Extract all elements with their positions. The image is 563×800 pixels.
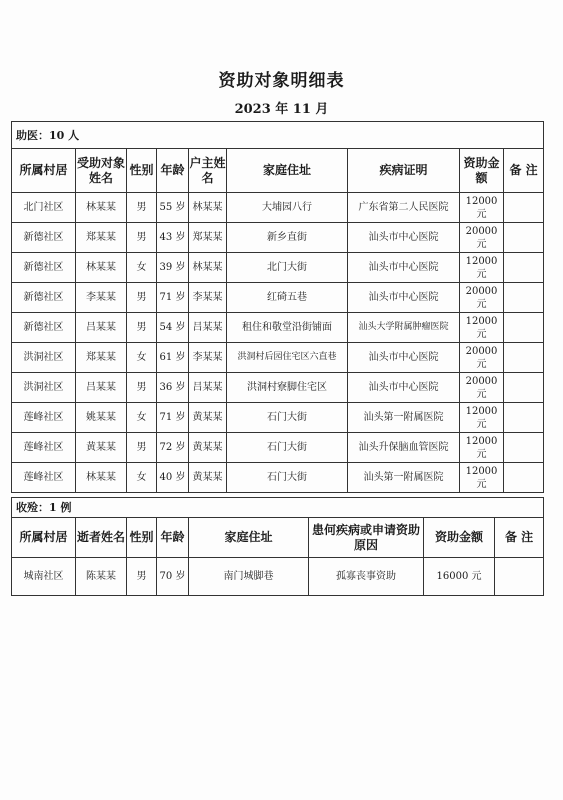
document-title: 资助对象明细表 [218,71,345,91]
table-cell: 城南社区 [12,558,76,596]
table-cell: 吕某某 [76,313,127,343]
table-cell: 新德社区 [12,253,76,283]
aid-header-row [12,149,544,193]
table-cell: 女 [127,253,157,283]
burial-table [11,497,544,596]
header-cell: 疾病证明 [348,149,460,193]
table-cell: 71 岁 [157,403,189,433]
table-cell [495,558,544,596]
table-cell: 39 岁 [157,253,189,283]
table-cell: 54 岁 [157,313,189,343]
table-cell: 莲峰社区 [12,433,76,463]
table-cell: 孤寡丧事资助 [309,558,424,596]
table-cell: 男 [127,373,157,403]
table-cell: 黄某某 [76,433,127,463]
table-row [12,433,544,463]
table-cell: 洪洞社区 [12,373,76,403]
table-cell: 61 岁 [157,343,189,373]
table-cell: 71 岁 [157,283,189,313]
table-cell: 汕头第一附属医院 [348,463,460,493]
header-cell: 家庭住址 [227,149,348,193]
table-row [12,373,544,403]
table-cell: 大埔园八行 [227,193,348,223]
header-cell: 资助金额 [460,149,504,193]
header-cell: 受助对象姓名 [76,149,127,193]
table-cell: 20000 元 [460,283,504,313]
table-cell: 汕头升保脑血管医院 [348,433,460,463]
table-row [12,193,544,223]
table-cell [504,283,544,313]
table-cell [504,343,544,373]
table-row [12,463,544,493]
table-cell: 汕头市中心医院 [348,343,460,373]
header-cell: 患何疾病或申请资助原因 [309,518,424,558]
document-date: 2023 年 11 月 [234,102,329,117]
table-cell: 林某某 [76,193,127,223]
table-cell: 12000 元 [460,253,504,283]
table-cell: 石门大街 [227,433,348,463]
table-cell: 汕头市中心医院 [348,283,460,313]
header-cell: 所属村居 [12,518,76,558]
table-cell: 汕头市中心医院 [348,223,460,253]
table-cell: 吕某某 [189,373,227,403]
table-cell: 石门大街 [227,463,348,493]
table-cell: 吕某某 [189,313,227,343]
table-cell: 新乡直街 [227,223,348,253]
table-row [12,343,544,373]
aid-table [11,121,544,493]
table-cell: 黄某某 [189,403,227,433]
table-cell: 林某某 [76,463,127,493]
table-cell [504,253,544,283]
table-cell: 汕头大学附属肿瘤医院 [348,313,460,343]
table-cell: 林某某 [189,253,227,283]
table-cell: 男 [127,433,157,463]
header-cell: 户主姓名 [189,149,227,193]
table-cell: 男 [127,313,157,343]
table-cell [504,433,544,463]
table-cell: 20000 元 [460,223,504,253]
table-cell: 女 [127,343,157,373]
table-cell [504,403,544,433]
table-cell: 洪洞社区 [12,343,76,373]
table-cell: 16000 元 [424,558,495,596]
table-row [12,253,544,283]
table-cell: 12000 元 [460,433,504,463]
header-cell: 逝者姓名 [76,518,127,558]
table-cell: 43 岁 [157,223,189,253]
table-row [12,283,544,313]
aid-section-label: 助医：10 人 [12,122,544,149]
table-cell: 36 岁 [157,373,189,403]
table-cell: 新德社区 [12,223,76,253]
table-cell: 男 [127,283,157,313]
table-cell: 男 [127,193,157,223]
header-cell: 资助金额 [424,518,495,558]
table-cell: 南门城脚巷 [189,558,309,596]
table-cell: 男 [127,223,157,253]
header-cell: 家庭住址 [189,518,309,558]
table-cell [504,313,544,343]
table-cell: 吕某某 [76,373,127,403]
header-cell: 年龄 [157,518,189,558]
table-cell: 郑某某 [76,223,127,253]
table-cell: 55 岁 [157,193,189,223]
table-cell: 李某某 [189,283,227,313]
table-row [12,558,544,596]
table-row [12,313,544,343]
table-cell: 林某某 [76,253,127,283]
header-cell: 性别 [127,518,157,558]
table-cell: 石门大街 [227,403,348,433]
table-cell: 72 岁 [157,433,189,463]
burial-header-row [12,518,544,558]
header-cell: 备 注 [495,518,544,558]
table-cell: 莲峰社区 [12,463,76,493]
header-cell: 所属村居 [12,149,76,193]
table-cell: 新德社区 [12,283,76,313]
table-row [12,403,544,433]
table-cell: 租住和敬堂沿街铺面 [227,313,348,343]
table-cell: 汕头市中心医院 [348,253,460,283]
table-cell: 洪洞村寮脚住宅区 [227,373,348,403]
header-cell: 备 注 [504,149,544,193]
table-cell: 12000 元 [460,193,504,223]
table-cell: 汕头第一附属医院 [348,403,460,433]
table-cell: 陈某某 [76,558,127,596]
table-cell: 黄某某 [189,433,227,463]
table-cell: 北门社区 [12,193,76,223]
table-cell: 李某某 [189,343,227,373]
table-cell: 12000 元 [460,403,504,433]
table-cell: 郑某某 [76,343,127,373]
table-cell: 汕头市中心医院 [348,373,460,403]
table-cell: 女 [127,463,157,493]
table-cell: 20000 元 [460,343,504,373]
table-cell [504,193,544,223]
table-cell: 洪洞村后园住宅区六直巷 [227,343,348,373]
table-cell: 女 [127,403,157,433]
table-cell [504,463,544,493]
table-cell: 姚某某 [76,403,127,433]
table-cell: 40 岁 [157,463,189,493]
header-cell: 性别 [127,149,157,193]
table-cell: 20000 元 [460,373,504,403]
table-cell: 莲峰社区 [12,403,76,433]
table-row [12,223,544,253]
table-cell: 12000 元 [460,463,504,493]
table-cell: 北门大街 [227,253,348,283]
header-cell: 年龄 [157,149,189,193]
table-cell: 红碕五巷 [227,283,348,313]
table-cell: 新德社区 [12,313,76,343]
table-cell: 广东省第二人民医院 [348,193,460,223]
table-cell: 李某某 [76,283,127,313]
table-cell: 黄某某 [189,463,227,493]
table-cell: 男 [127,558,157,596]
table-cell: 林某某 [189,193,227,223]
table-cell [504,223,544,253]
table-cell: 12000 元 [460,313,504,343]
burial-section-label: 收殓：1 例 [12,498,544,518]
table-cell: 郑某某 [189,223,227,253]
table-cell [504,373,544,403]
table-cell: 70 岁 [157,558,189,596]
